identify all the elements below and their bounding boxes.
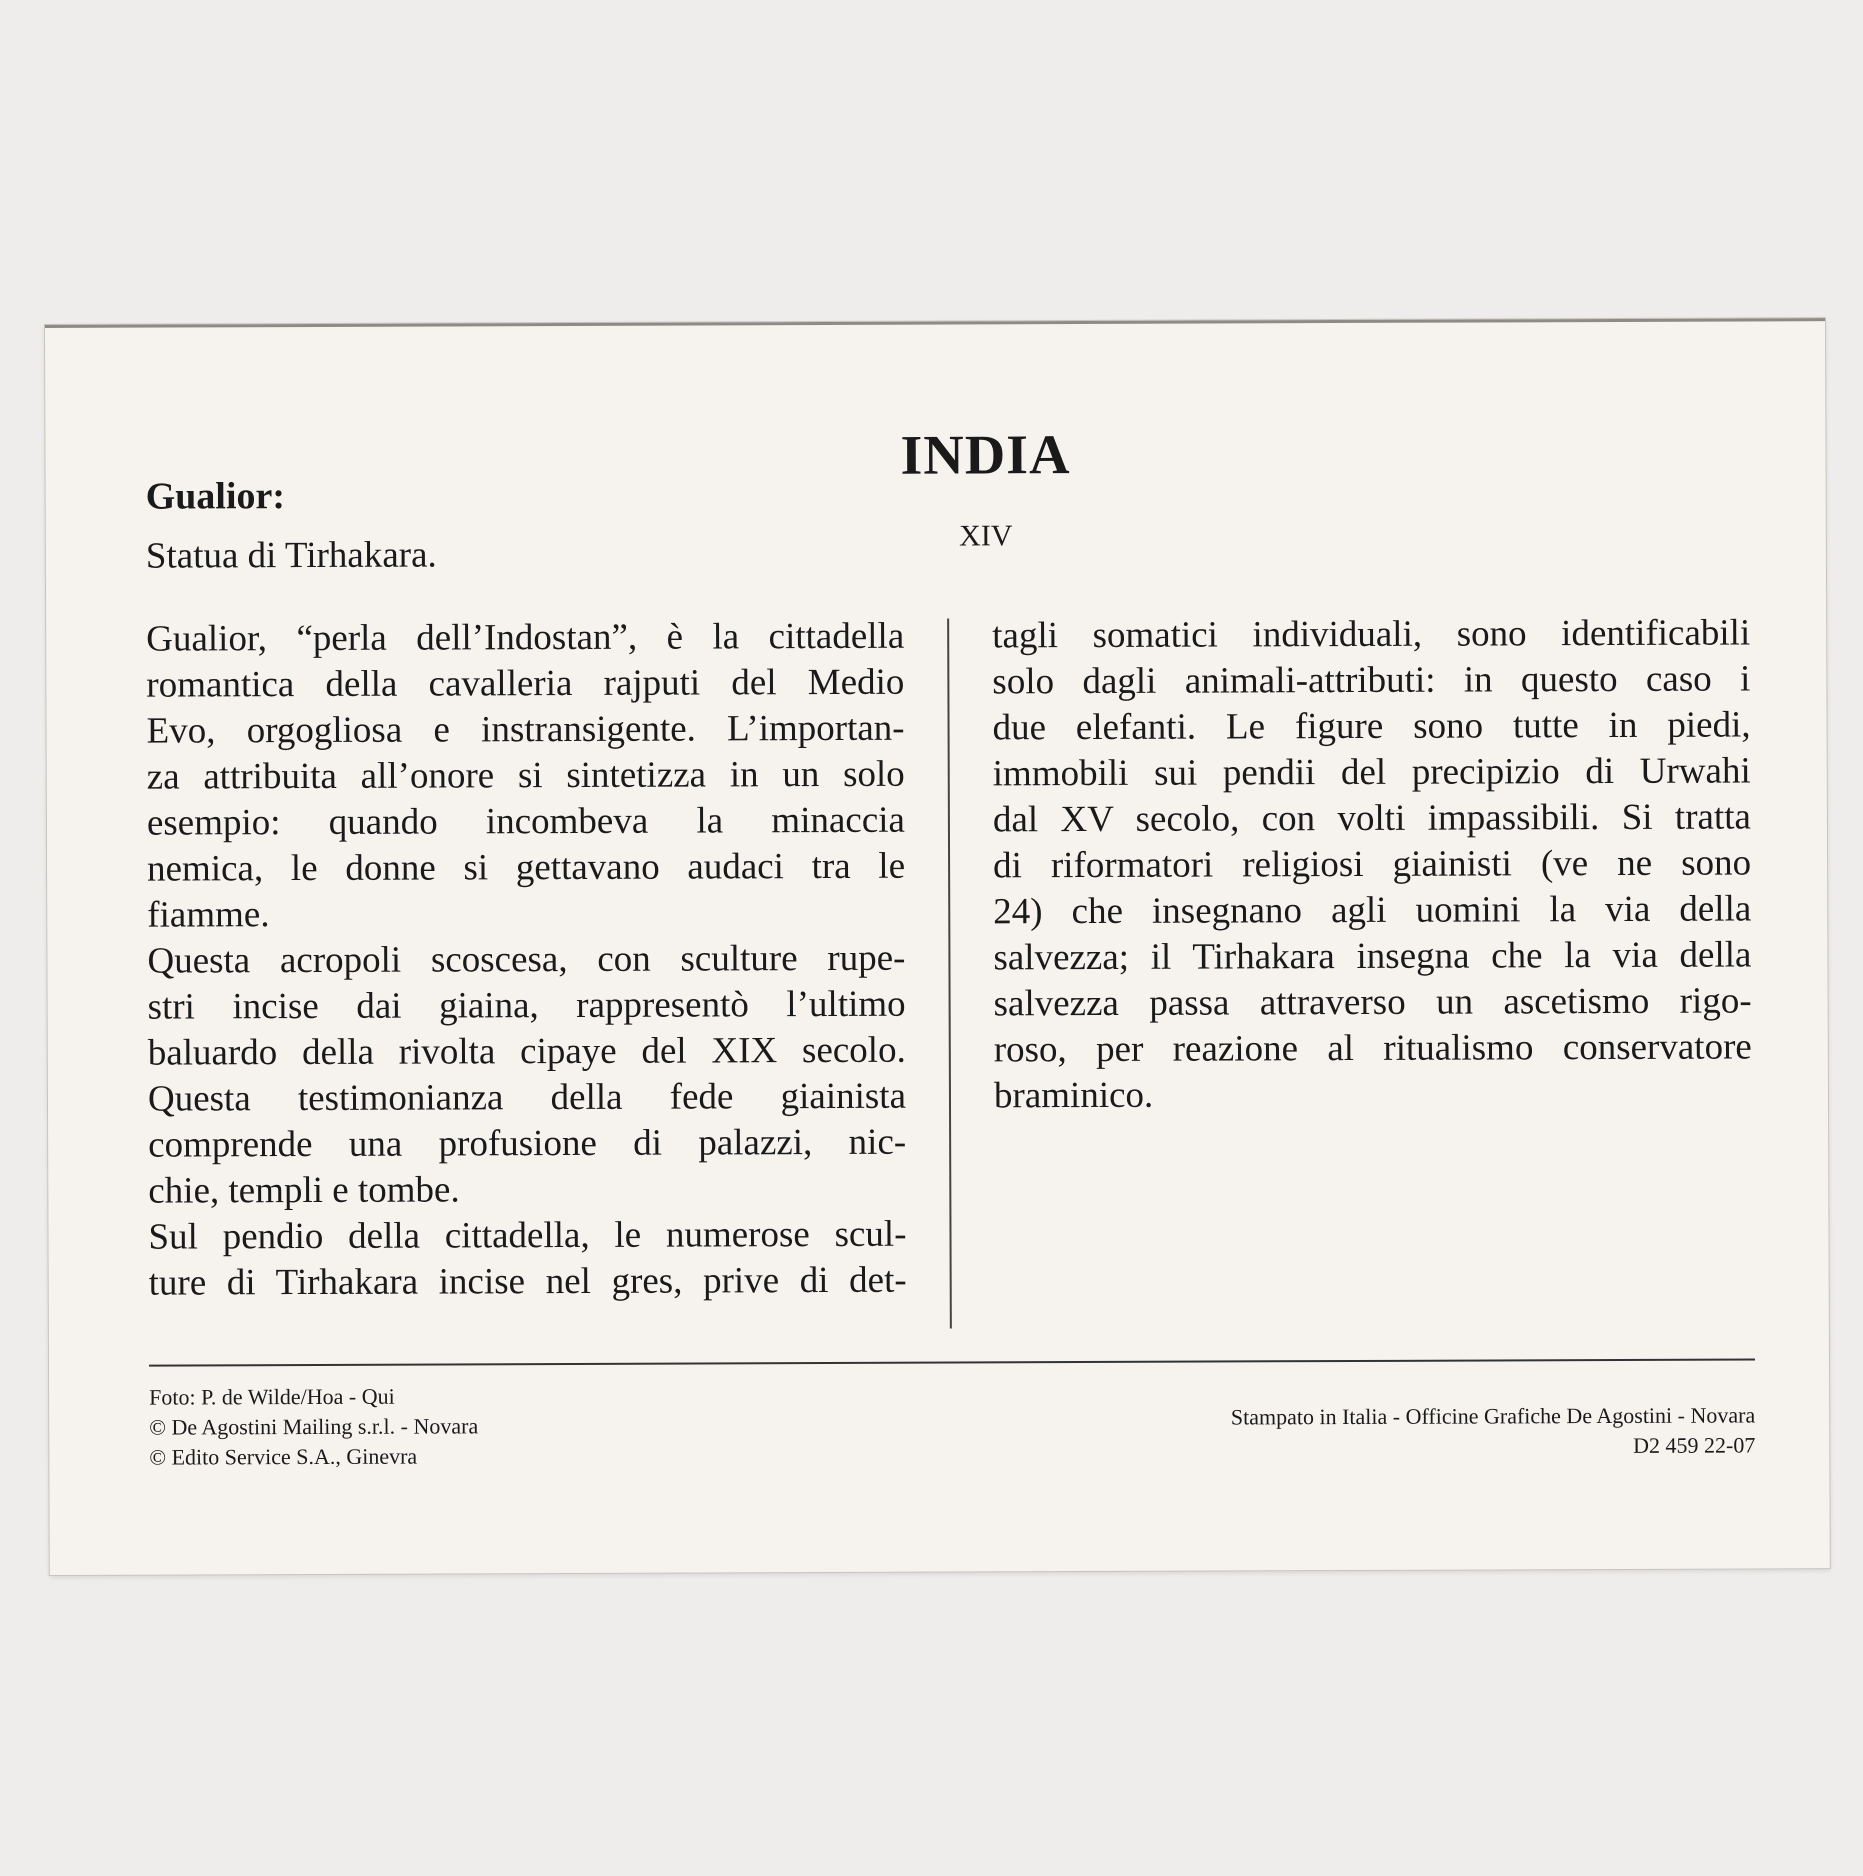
text-line: fiamme. xyxy=(147,894,270,936)
footer-rule xyxy=(149,1358,1755,1366)
credit-line: © Edito Service S.A., Ginevra xyxy=(149,1443,418,1470)
text-line: Gualior, “perla dell’Indostan”, è la cittadella xyxy=(146,615,905,660)
place-subheading: Statua di Tirhakara. xyxy=(145,534,437,577)
postcard-back xyxy=(45,318,1830,1575)
text-line: di riformatori religiosi giainisti (ve ne sono xyxy=(993,842,1752,887)
text-column-left xyxy=(146,614,907,1307)
printer-line: Stampato in Italia - Officine Grafiche De Agostini - Novara xyxy=(1230,1402,1756,1430)
text-line: dal XV secolo, con volti impassibili. Si tratta xyxy=(992,796,1751,841)
text-line: chie, templi e tombe. xyxy=(148,1169,460,1212)
print-code: D2 459 22-07 xyxy=(1633,1432,1756,1458)
text-line: Sul pendio della cittadella, le numerose scul- xyxy=(148,1213,907,1258)
text-line: braminico. xyxy=(993,1074,1154,1117)
text-line: esempio: quando incombeva la minaccia xyxy=(146,799,905,844)
text-line: Questa testimonianza della fede giainista xyxy=(147,1075,907,1120)
card-number: XIV xyxy=(959,519,1013,553)
credit-line: Foto: P. de Wilde/Hoa - Qui xyxy=(149,1383,395,1410)
text-line: za attribuita all’onore si sintetizza in un solo xyxy=(146,753,905,798)
text-line: due elefanti. Le figure sono tutte in piedi, xyxy=(992,704,1751,749)
place-heading: Gualior: xyxy=(145,475,286,518)
text-line: baluardo della rivolta cipaye del XIX secolo. xyxy=(147,1029,906,1074)
text-line: roso, per reazione al ritualismo conservatore xyxy=(993,1026,1752,1071)
text-line: nemica, le donne si gettavano audaci tra le xyxy=(147,845,906,890)
printer-info xyxy=(1231,1400,1756,1462)
text-line: Evo, orgogliosa e instransigente. L’importan- xyxy=(146,707,905,752)
text-line: salvezza passa attraverso un ascetismo rigo- xyxy=(993,980,1752,1025)
text-line: comprende una profusione di palazzi, nic- xyxy=(148,1121,907,1166)
text-column-right xyxy=(992,610,1752,1119)
text-line: ture di Tirhakara incise nel gres, prive di det- xyxy=(148,1259,907,1304)
card-title: INDIA xyxy=(900,424,1071,487)
text-line: tagli somatici individuali, sono identificabili xyxy=(992,612,1751,657)
text-line: romantica della cavalleria rajputi del Medio xyxy=(146,661,905,706)
text-line: immobili sui pendii del precipizio di Urwahi xyxy=(992,750,1751,795)
text-line: 24) che insegnano agli uomini la via della xyxy=(993,888,1752,933)
credit-line: © De Agostini Mailing s.r.l. - Novara xyxy=(149,1413,479,1440)
column-divider xyxy=(947,619,952,1329)
text-line: salvezza; il Tirhakara insegna che la via della xyxy=(993,934,1752,979)
text-line: solo dagli animali-attributi: in questo caso i xyxy=(992,658,1751,703)
text-line: stri incise dai giaina, rappresentò l’ultimo xyxy=(147,983,906,1028)
text-line: Questa acropoli scoscesa, con sculture rupe- xyxy=(147,937,906,982)
photo-credits xyxy=(149,1381,478,1472)
